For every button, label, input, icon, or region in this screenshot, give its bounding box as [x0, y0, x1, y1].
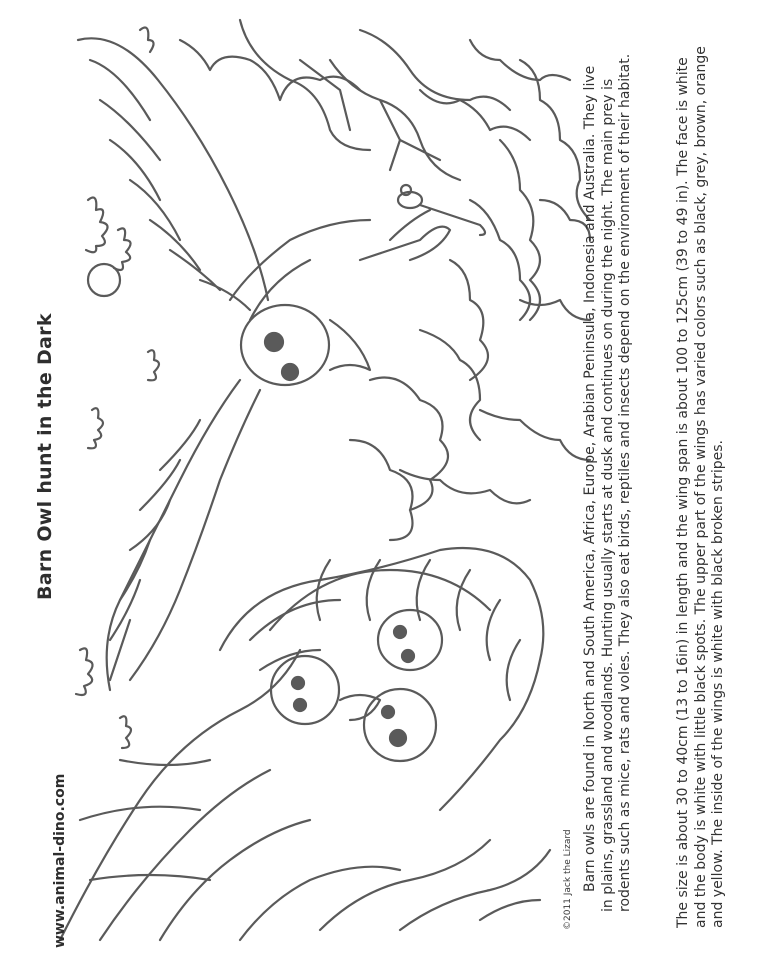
- owl-chicks: [271, 610, 442, 761]
- clouds: [76, 28, 159, 748]
- size-paragraph: [675, 28, 728, 928]
- habitat-paragraph: [582, 52, 635, 912]
- trees: [180, 20, 590, 540]
- tree-hollow: [60, 548, 550, 940]
- page-title: Barn Owl hunt in the Dark: [34, 313, 56, 600]
- website-url: www.animal-dino.com: [52, 773, 68, 948]
- size-text: The size is about 30 to 40cm (13 to 16in) in length and the wing span is about 100 to 125cm (39 to 49 in). The face is white and the body is white with little black spots. The upper part of the wings has varied colors such as black, grey, brown, orange and yellow. The inside of the wings is white with black broken stripes.: [675, 46, 726, 928]
- flying-barn-owl: [78, 38, 450, 690]
- copyright-text: ©2011 Jack the Lizard: [563, 829, 573, 930]
- habitat-text: Barn owls are found in North and South America, Africa, Europe, Arabian Peninsula, Indonesia and Australia. They live in plains, grassland and woodlands. Hunting usually starts at dusk and continues on during the night. The main prey is rodents such as mice, rats and voles. They also eat birds, reptiles and insects depend on the environment of their habitat.: [582, 53, 633, 912]
